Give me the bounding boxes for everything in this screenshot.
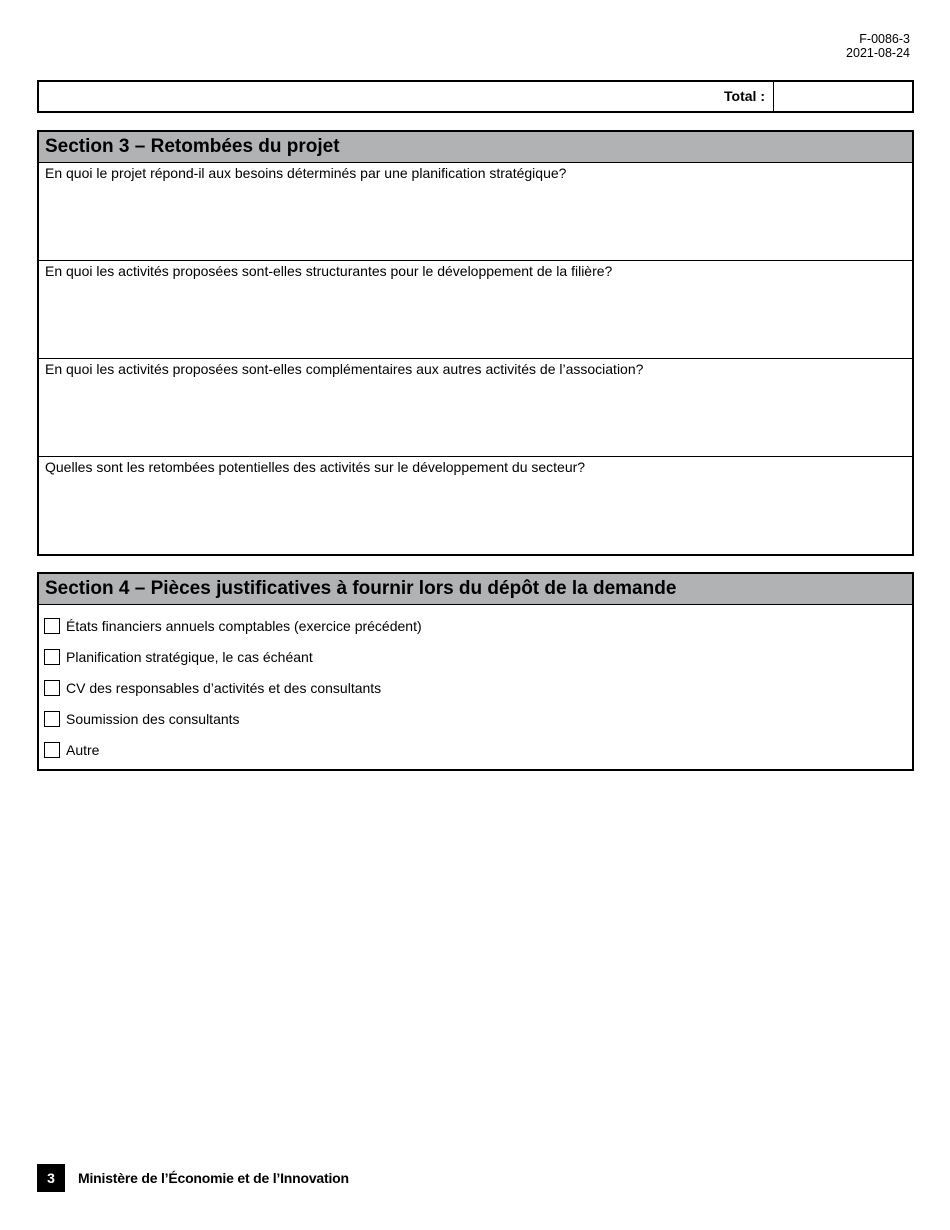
answer-strategic-planning[interactable]: [43, 183, 908, 257]
total-row: [37, 80, 914, 113]
checklist-item-consultant-quotes[interactable]: [39, 703, 912, 734]
checklist-item-strategic-planning[interactable]: [39, 641, 912, 672]
supporting-documents-checklist: [39, 605, 912, 769]
checkbox[interactable]: [44, 680, 60, 696]
checkbox[interactable]: [44, 711, 60, 727]
form-identifier: [846, 32, 910, 60]
page-footer: [37, 1164, 349, 1192]
section-3: [37, 130, 914, 556]
section-4-title: Section 4 – Pièces justificatives à fournir lors du dépôt de la demande: [39, 574, 912, 605]
checklist-item-label: Soumission des consultants: [66, 710, 240, 727]
total-label: Total :: [724, 88, 765, 104]
checkbox[interactable]: [44, 742, 60, 758]
form-code: F-0086-3: [859, 32, 910, 46]
checklist-item-label: CV des responsables d’activités et des consultants: [66, 679, 382, 696]
ministry-name: Ministère de l’Économie et de l’Innovation: [78, 1170, 349, 1186]
checklist-item-cv[interactable]: [39, 672, 912, 703]
checklist-item-label: Autre: [66, 741, 100, 758]
answer-structuring-activities[interactable]: [43, 281, 908, 355]
form-date: 2021-08-24: [846, 46, 910, 60]
question-strategic-planning: [39, 163, 912, 261]
checkbox[interactable]: [44, 649, 60, 665]
question-label: En quoi les activités proposées sont-elles complémentaires aux autres activités de l’association?: [45, 361, 644, 377]
question-label: Quelles sont les retombées potentielles des activités sur le développement du secteur?: [45, 459, 586, 475]
checkbox[interactable]: [44, 618, 60, 634]
answer-complementary-activities[interactable]: [43, 379, 908, 453]
section-3-title: Section 3 – Retombées du projet: [39, 132, 912, 163]
checklist-item-label: États financiers annuels comptables (exercice précédent): [66, 617, 422, 634]
question-label: En quoi le projet répond-il aux besoins déterminés par une planification stratégique?: [45, 165, 567, 181]
section-4: [37, 572, 914, 771]
checklist-item-financial-statements[interactable]: [39, 610, 912, 641]
total-input[interactable]: [773, 82, 912, 111]
page-number: 3: [37, 1164, 65, 1192]
question-potential-impacts: [39, 457, 912, 554]
answer-potential-impacts[interactable]: [43, 477, 908, 551]
question-label: En quoi les activités proposées sont-elles structurantes pour le développement de la filière?: [45, 263, 613, 279]
checklist-item-other[interactable]: [39, 734, 912, 765]
question-complementary-activities: [39, 359, 912, 457]
question-structuring-activities: [39, 261, 912, 359]
checklist-item-label: Planification stratégique, le cas échéant: [66, 648, 313, 665]
